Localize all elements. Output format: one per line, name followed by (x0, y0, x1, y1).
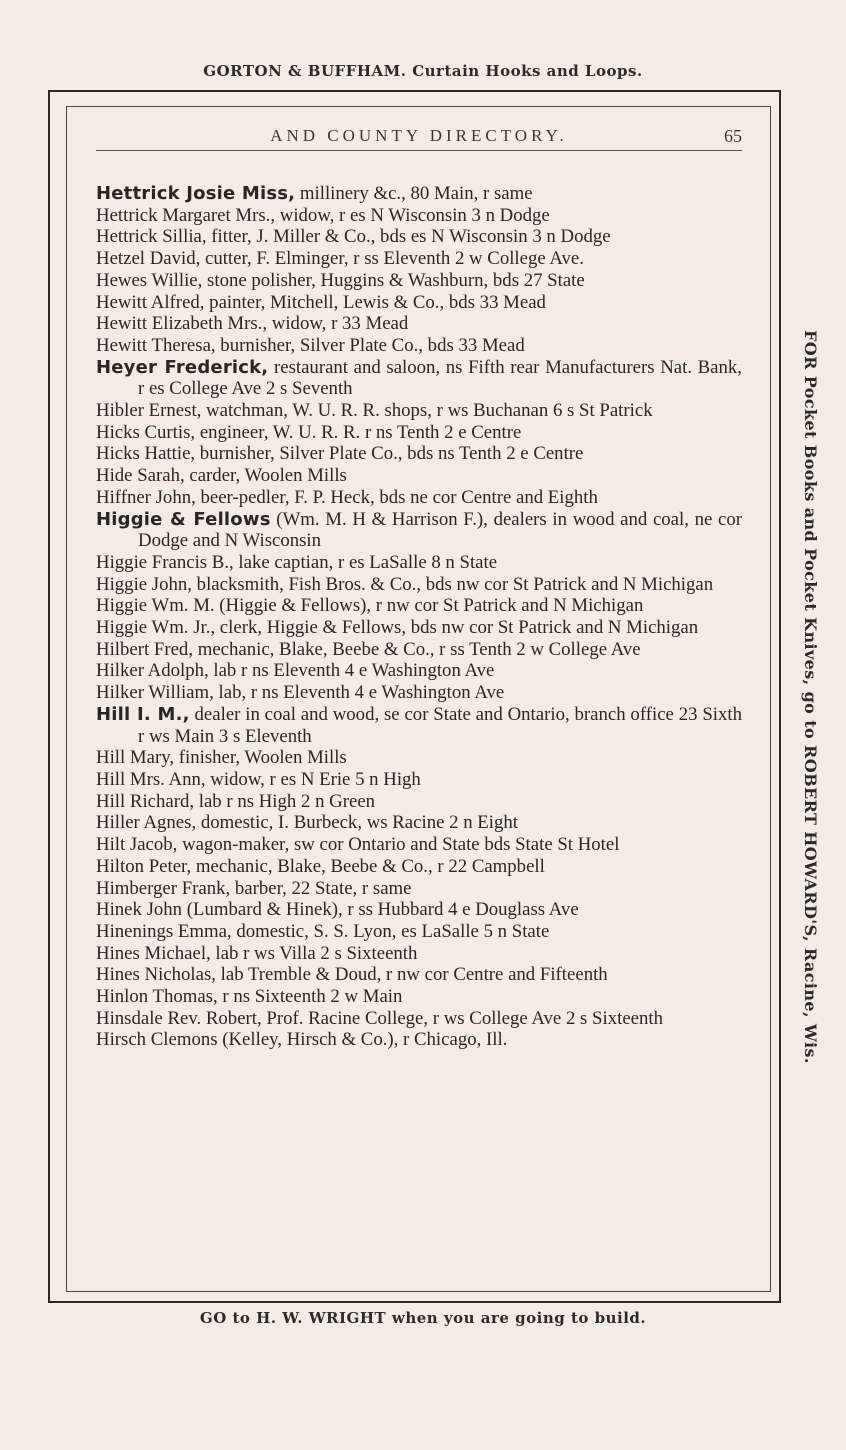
entry-text: Higgie John, blacksmith, Fish Bros. & Co., bds nw cor St Patrick and N Michigan (96, 573, 714, 595)
entry-text: millinery &c., 80 Main, r same (295, 183, 533, 204)
directory-entry (96, 313, 742, 335)
directory-entry (96, 899, 742, 921)
directory-entry (96, 595, 742, 617)
entry-text: Hines Nicholas, lab Tremble & Doud, r nw cor Centre and Fifteenth (96, 964, 608, 986)
entry-text: restaurant and saloon, ns Fifth rear Manufacturers Nat. Bank, r es College Ave 2 s Seventh (138, 356, 742, 400)
directory-entry (96, 964, 742, 986)
directory-entry (96, 205, 742, 227)
entry-text: Higgie Francis B., lake captian, r es LaSalle 8 n State (96, 551, 498, 573)
entry-text: Hilt Jacob, wagon-maker, sw cor Ontario and State bds State St Hotel (96, 834, 620, 856)
entry-text: Hide Sarah, carder, Woolen Mills (96, 465, 347, 487)
entry-bold-name: Hettrick Josie Miss, (96, 183, 296, 204)
entry-text: Hilker Adolph, lab r ns Eleventh 4 e Washington Ave (96, 660, 495, 682)
side-advertisement: FOR Pocket Books and Pocket Knives, go to ROBERT HOWARD'S, Racine, Wis. (801, 330, 820, 1064)
entry-text: Hirsch Clemons (Kelley, Hirsch & Co.), r Chicago, Ill. (96, 1029, 508, 1051)
directory-entry (96, 357, 742, 400)
entry-text: Hewitt Theresa, burnisher, Silver Plate Co., bds 33 Mead (96, 334, 525, 356)
directory-entry (96, 443, 742, 465)
top-advertisement: GORTON & BUFFHAM. Curtain Hooks and Loops. (203, 62, 643, 80)
directory-entry (96, 335, 742, 357)
entry-text: Hinsdale Rev. Robert, Prof. Racine College, r ws College Ave 2 s Sixteenth (96, 1007, 663, 1029)
directory-entry (96, 617, 742, 639)
entry-text: Hewes Willie, stone polisher, Huggins & Washburn, bds 27 State (96, 269, 585, 291)
directory-entry (96, 422, 742, 444)
entry-text: Hilker William, lab, r ns Eleventh 4 e Washington Ave (96, 682, 505, 704)
entry-text: Hines Michael, lab r ws Villa 2 s Sixteenth (96, 942, 418, 964)
directory-entry (96, 465, 742, 487)
entry-text: Hilbert Fred, mechanic, Blake, Beebe & Co., r ss Tenth 2 w College Ave (96, 638, 641, 660)
directory-entry (96, 270, 742, 292)
entry-text: Hinek John (Lumbard & Hinek), r ss Hubbard 4 e Douglass Ave (96, 899, 579, 921)
entry-text: Hiffner John, beer-pedler, F. P. Heck, bds ne cor Centre and Eighth (96, 486, 598, 508)
bottom-advertisement: GO to H. W. WRIGHT when you are going to build. (199, 1309, 647, 1327)
entry-text: Hill Mrs. Ann, widow, r es N Erie 5 n High (96, 768, 421, 790)
directory-entry (96, 226, 742, 248)
entry-text: Hilton Peter, mechanic, Blake, Beebe & Co., r 22 Campbell (96, 855, 545, 877)
entry-bold-name: Higgie & Fellows (96, 508, 271, 530)
entry-text: Hinlon Thomas, r ns Sixteenth 2 w Main (96, 986, 403, 1008)
directory-entry (96, 1008, 742, 1030)
directory-entry (96, 747, 742, 769)
entry-text: Hicks Hattie, burnisher, Silver Plate Co., bds ns Tenth 2 e Centre (96, 443, 584, 465)
entry-text: Hettrick Sillia, fitter, J. Miller & Co., bds es N Wisconsin 3 n Dodge (96, 226, 611, 248)
directory-entry (96, 574, 742, 596)
running-head-title: AND COUNTY DIRECTORY. (270, 126, 568, 145)
entry-text: Hetzel David, cutter, F. Elminger, r ss Eleventh 2 w College Ave. (96, 248, 584, 270)
directory-entry (96, 1029, 742, 1051)
directory-entry (96, 986, 742, 1008)
entry-text: (Wm. M. H & Harrison F.), dealers in wood and coal, ne cor Dodge and N Wisconsin (138, 508, 742, 552)
entry-text: Hill Mary, finisher, Woolen Mills (96, 747, 347, 769)
directory-entry (96, 487, 742, 509)
directory-entry (96, 878, 742, 900)
entry-text: Hiller Agnes, domestic, I. Burbeck, ws Racine 2 n Eight (96, 812, 518, 834)
directory-entry (96, 292, 742, 314)
entry-text: dealer in coal and wood, se cor State and Ontario, branch office 23 Sixth r ws Main 3 s Eleventh (138, 703, 742, 747)
entry-bold-name: Hill I. M., (96, 703, 190, 725)
entry-text: Hewitt Elizabeth Mrs., widow, r 33 Mead (96, 313, 409, 335)
directory-entry (96, 682, 742, 704)
entry-text: Hettrick Margaret Mrs., widow, r es N Wisconsin 3 n Dodge (96, 204, 550, 226)
directory-entry (96, 791, 742, 813)
directory-entry (96, 660, 742, 682)
entry-bold-name: Heyer Frederick, (96, 356, 269, 378)
entry-text: Hibler Ernest, watchman, W. U. R. R. shops, r ws Buchanan 6 s St Patrick (96, 400, 653, 422)
directory-entry (96, 183, 742, 205)
entry-text: Hill Richard, lab r ns High 2 n Green (96, 790, 376, 812)
directory-entry (96, 921, 742, 943)
page-number: 65 (724, 126, 742, 146)
running-head (96, 126, 742, 151)
directory-entry (96, 400, 742, 422)
directory-entry (96, 943, 742, 965)
directory-entry (96, 856, 742, 878)
entry-text: Higgie Wm. Jr., clerk, Higgie & Fellows, bds nw cor St Patrick and N Michigan (96, 617, 699, 639)
directory-entry (96, 248, 742, 270)
directory-entry (96, 639, 742, 661)
directory-entry (96, 834, 742, 856)
entry-text: Hinenings Emma, domestic, S. S. Lyon, es LaSalle 5 n State (96, 920, 550, 942)
directory-entry (96, 509, 742, 552)
directory-entry (96, 812, 742, 834)
directory-entry (96, 704, 742, 747)
entry-text: Higgie Wm. M. (Higgie & Fellows), r nw cor St Patrick and N Michigan (96, 595, 644, 617)
entry-text: Himberger Frank, barber, 22 State, r same (96, 877, 412, 899)
directory-entry (96, 552, 742, 574)
entry-text: Hicks Curtis, engineer, W. U. R. R. r ns Tenth 2 e Centre (96, 421, 522, 443)
directory-entries (96, 183, 742, 1051)
entry-text: Hewitt Alfred, painter, Mitchell, Lewis & Co., bds 33 Mead (96, 291, 546, 313)
directory-entry (96, 769, 742, 791)
